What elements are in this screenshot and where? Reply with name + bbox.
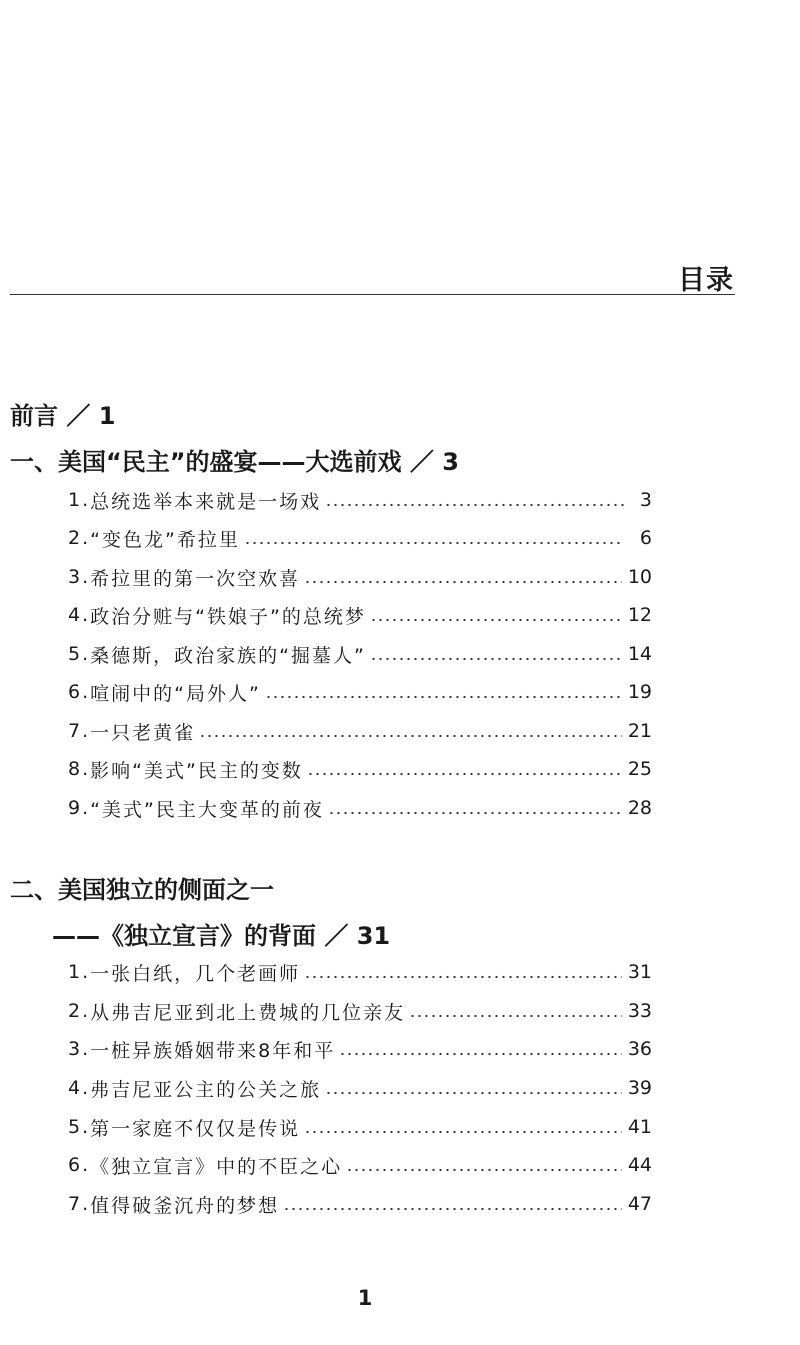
chapter-separator: ／ [409,448,434,476]
page-number: 1 [357,1286,373,1310]
entry-title: “美式”民主大变革的前夜 [90,798,324,821]
entry-page: 39 [627,1077,652,1099]
entry-page: 12 [627,604,652,626]
entry-title: 弗吉尼亚公主的公关之旅 [90,1078,322,1101]
toc-entry [68,678,652,706]
dot-leader [304,1130,622,1134]
entry-title: “变色龙”希拉里 [90,528,240,551]
chapter-title: 一、美国“民主”的盛宴——大选前戏 [10,448,402,476]
toc-entry [68,1113,652,1141]
entry-page: 6 [639,527,652,549]
toc-entry [68,997,652,1025]
toc-entry [68,1035,652,1063]
chapter-subheading [52,916,390,951]
entry-number: 2. [68,527,91,549]
entry-page: 21 [627,720,652,742]
dot-leader [325,1091,622,1095]
entry-page: 47 [627,1193,652,1215]
dot-leader [325,503,624,507]
entry-page: 14 [627,643,652,665]
entry-page: 31 [627,961,652,983]
dot-leader [265,695,622,699]
toc-entry [68,1190,652,1218]
dot-leader [307,772,622,776]
entry-number: 1. [68,489,91,511]
preface-label: 前言 [10,402,58,430]
title-divider [10,294,735,295]
toc-title: 目录 [678,265,734,296]
entry-title: 喧闹中的“局外人” [90,682,261,705]
entry-page: 28 [627,797,652,819]
entry-number: 7. [68,1193,91,1215]
entry-number: 4. [68,604,91,626]
toc-entry [68,563,652,591]
toc-entry [68,717,652,745]
entry-number: 5. [68,1116,91,1138]
dot-leader [304,580,622,584]
entry-number: 2. [68,1000,91,1022]
entry-number: 3. [68,566,91,588]
toc-entry [68,958,652,986]
entry-number: 5. [68,643,91,665]
entry-title: 希拉里的第一次空欢喜 [90,567,301,590]
entry-title: 影响“美式”民主的变数 [90,759,303,782]
toc-entry [68,486,652,514]
entry-number: 9. [68,797,91,819]
entry-title: 桑德斯，政治家族的“掘墓人” [90,644,366,667]
entry-page: 25 [627,758,652,780]
entry-title: 政治分赃与“铁娘子”的总统梦 [90,605,366,628]
dot-leader [283,1207,622,1211]
chapter-heading [10,442,459,477]
entry-page: 41 [627,1116,652,1138]
dot-leader [328,811,622,815]
preface-heading [10,396,115,431]
dot-leader [304,975,622,979]
toc-entry [68,640,652,668]
dot-leader [409,1014,622,1018]
toc-entry [68,601,652,629]
chapter-title: 二、美国独立的侧面之一 [10,876,274,904]
entry-title: 总统选举本来就是一场戏 [90,490,322,513]
chapter-subtitle: ——《独立宣言》的背面 [52,922,316,950]
entry-page: 33 [627,1000,652,1022]
entry-number: 3. [68,1038,91,1060]
entry-title: 一张白纸，几个老画师 [90,962,301,985]
dot-leader [370,657,622,661]
entry-title: 一只老黄雀 [90,721,196,744]
chapter-page: 31 [356,922,391,950]
entry-title: 一桩异族婚姻带来8年和平 [90,1039,336,1062]
entry-number: 7. [68,720,91,742]
toc-entry [68,755,652,783]
entry-title: 从弗吉尼亚到北上费城的几位亲友 [90,1001,406,1024]
entry-page: 44 [627,1154,652,1176]
dot-leader [244,541,624,545]
toc-entry [68,1151,652,1179]
entry-title: 《独立宣言》中的不臣之心 [90,1155,343,1178]
chapter-heading [10,870,274,905]
entry-page: 36 [627,1038,652,1060]
dot-leader [346,1168,622,1172]
preface-separator: ／ [66,402,91,430]
chapter-page: 3 [442,448,459,476]
entry-page: 10 [627,566,652,588]
chapter-separator: ／ [324,922,349,950]
entry-page: 3 [639,489,652,511]
entry-number: 4. [68,1077,91,1099]
entry-page: 19 [627,681,652,703]
preface-page: 1 [98,402,116,430]
entry-title: 第一家庭不仅仅是传说 [90,1117,301,1140]
dot-leader [339,1052,622,1056]
entry-number: 6. [68,681,91,703]
dot-leader [370,618,622,622]
entry-number: 8. [68,758,91,780]
entry-number: 6. [68,1154,91,1176]
toc-entry [68,1074,652,1102]
entry-title: 值得破釜沉舟的梦想 [90,1194,280,1217]
toc-entry [68,524,652,552]
entry-number: 1. [68,961,91,983]
dot-leader [199,734,622,738]
toc-entry [68,794,652,822]
